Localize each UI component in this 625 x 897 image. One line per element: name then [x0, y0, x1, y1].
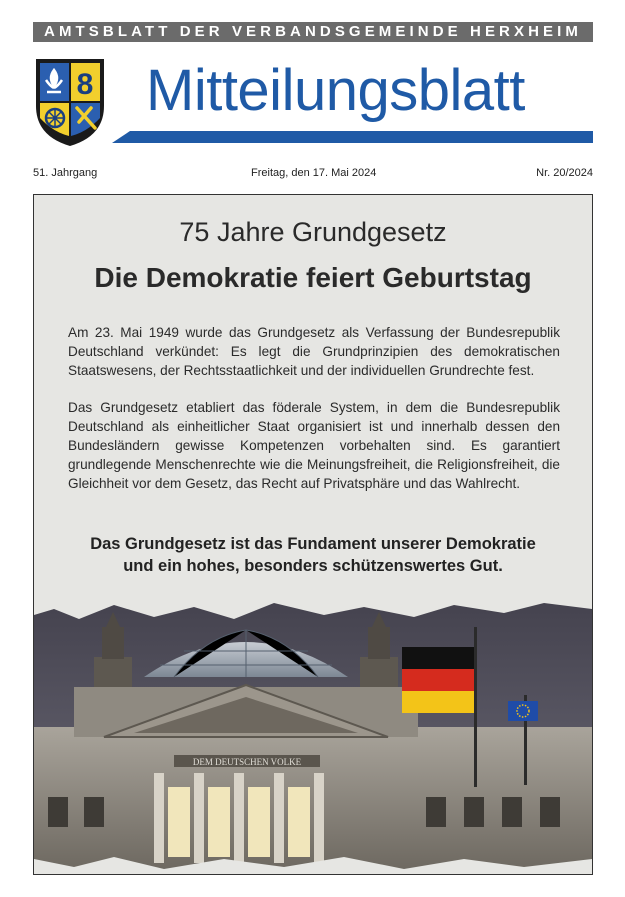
svg-text:8: 8: [76, 68, 94, 101]
issue-date: Freitag, den 17. Mai 2024: [251, 167, 377, 179]
reichstag-inscription: DEM DEUTSCHEN VOLKE: [192, 757, 302, 767]
cover-closing-statement: [34, 533, 592, 577]
cover-paragraph-2: Das Grundgesetz etabliert das föderale System, in dem die Bundesrepublik Deutschland als einheitlicher Staat organisiert ist und innerhalb dessen den Bundesländern gewisse Kompetenzen vorbehalten sind. Es garantiert grundlegende Menschenrechte wie die Meinungsfreiheit, die Religionsfreiheit, die Gleichheit vor dem Gesetz, das Recht auf Privatsphäre und das Wahlrecht.: [68, 400, 560, 491]
masthead-underline: [112, 131, 593, 143]
cover-headline: Die Demokratie feiert Geburtstag: [94, 262, 532, 293]
reichstag-building-icon: [34, 597, 592, 874]
coat-of-arms-icon: [33, 56, 107, 148]
publication-banner: AMTSBLATT DER VERBANDSGEMEINDE HERXHEIM: [33, 22, 593, 42]
issue-volume: 51. Jahrgang: [33, 167, 98, 179]
masthead-title: Mitteilungsblatt: [146, 58, 525, 123]
closing-line-1: Das Grundgesetz ist das Fundament unserer Demokratie: [90, 535, 536, 553]
cover-paragraph-1: Am 23. Mai 1949 wurde das Grundgesetz als Verfassung der Bundesrepublik Deutschland verkündet: Es legt die Grundprinzipien des demokratischen Staatswesens, der Rechtsstaatlichkeit und der individuellen Grundrechte fest.: [68, 325, 560, 378]
cover-subtitle: 75 Jahre Grundgesetz: [179, 217, 447, 247]
closing-line-2: und ein hohes, besonders schützenswertes Gut.: [123, 557, 503, 575]
cover-panel: [33, 194, 593, 875]
issue-number: Nr. 20/2024: [536, 167, 593, 179]
